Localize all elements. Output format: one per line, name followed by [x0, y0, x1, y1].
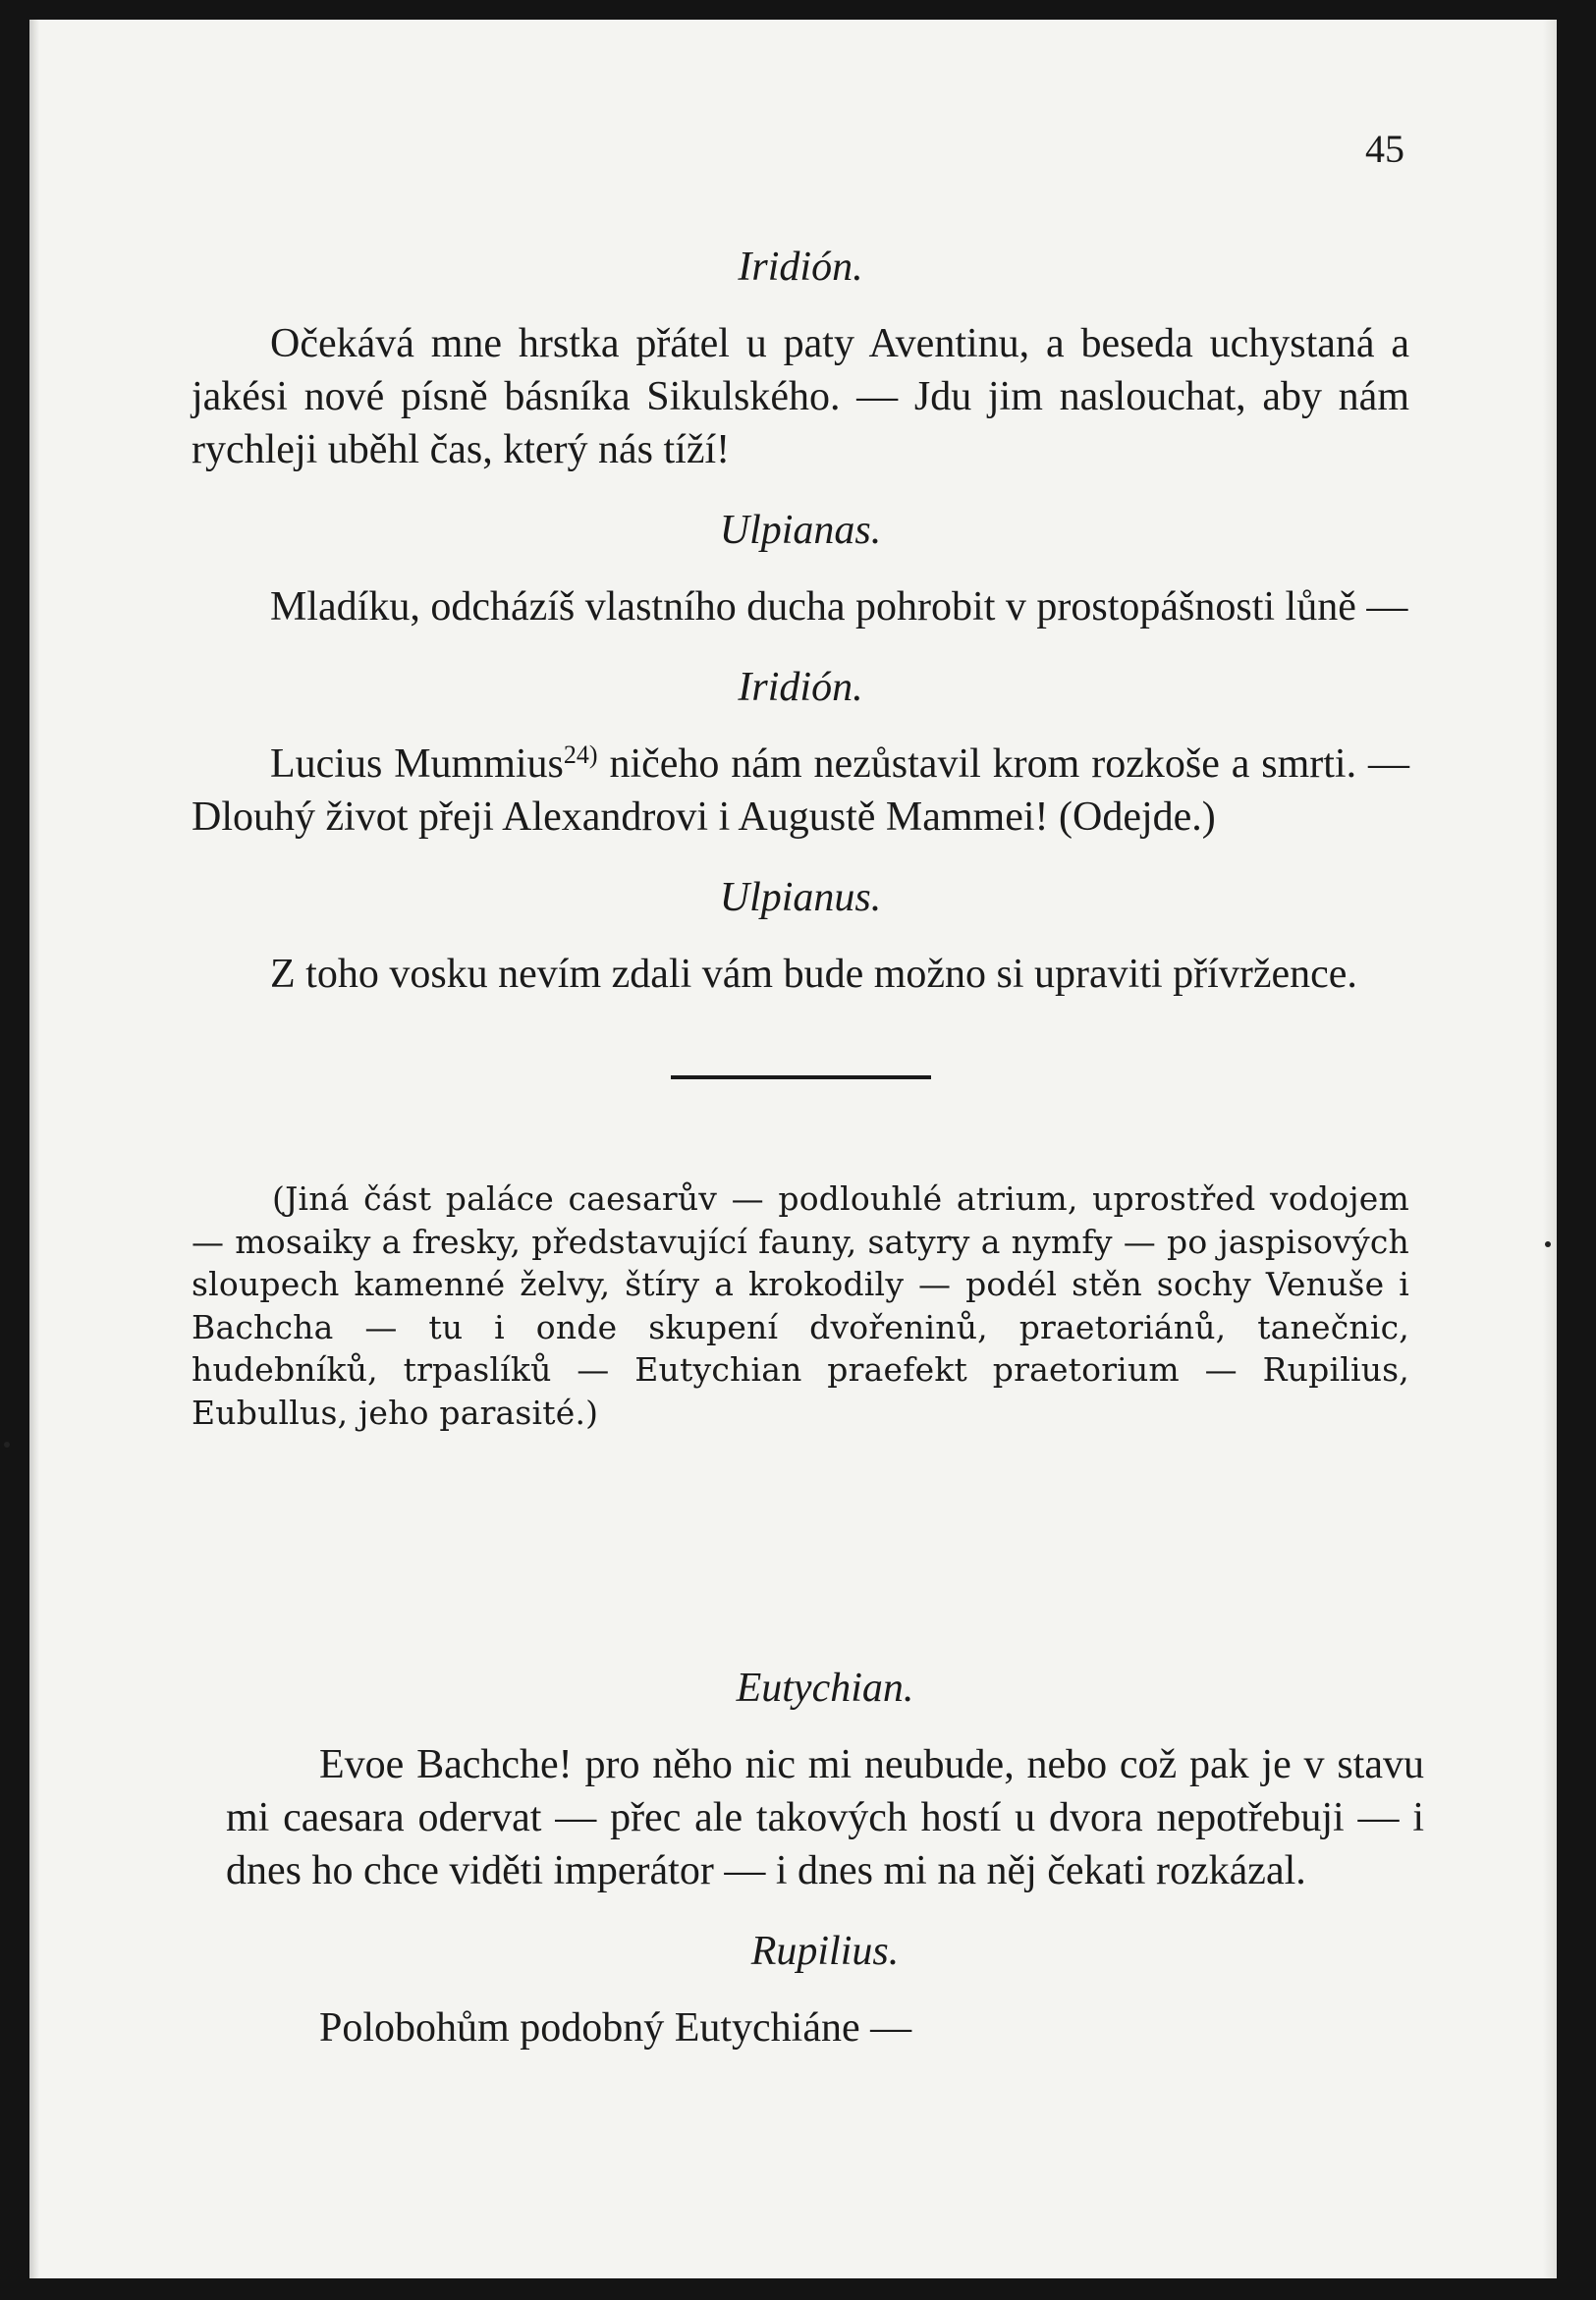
speech-text: ničeho nám nezůstavil krom rozkoše a smrti. — Dlouhý život přeji Alexandrovi i Augustě Mammei! (Odejde.) — [192, 741, 1409, 840]
dialogue-upper — [192, 241, 1409, 1434]
speaker-name: Rupilius. — [750, 1929, 900, 1974]
speaker-name: Iridión. — [738, 665, 863, 710]
speech-paragraph: Očekává mne hrstka přátel u paty Aventinu, a beseda uchystaná a jakési nové písně básníka Sikulského. — Jdu jim naslouchat, aby nám rychleji uběhl čas, který nás tíží! — [192, 321, 1409, 472]
stage-direction: (Jiná část paláce caesarův — podlouhlé atrium, uprostřed vodojem — mosaiky a fresky, představující fauny, satyry a nymfy — po jaspisových sloupech kamenné želvy, štíry a krokodily — podél stěn sochy Venuše i Bachcha — tu i onde skupení dvořeninů, praetoriánů, tanečnic, hudebníků, trpaslíků — Eutychian praefekt praetorium — Rupilius, Eubullus, jeho parasité.) — [192, 1179, 1409, 1432]
book-page — [29, 20, 1557, 2278]
page-gutter-shadow — [29, 20, 39, 2278]
speech-paragraph: Evoe Bachche! pro něho nic mi neubude, nebo což pak je v stavu mi caesara odervat — přec ale takových hostí u dvora nepotřebuji — i dnes ho chce viděti imperátor — i dnes mi na něj čekati rozkázal. — [226, 1742, 1424, 1893]
speech-paragraph: Polobohům podobný Eutychiáne — — [319, 2005, 912, 2051]
footnote-reference[interactable]: 24) — [563, 740, 598, 769]
speaker-name: Iridión. — [738, 245, 863, 290]
speaker-name: Eutychian. — [736, 1666, 914, 1711]
speech-paragraph: Mladíku, odcházíš vlastního ducha pohrobit v prostopášnosti lůně — — [270, 584, 1408, 630]
scan-speck — [1545, 1241, 1551, 1247]
page-right-edge — [1543, 20, 1557, 2278]
speaker-name: Ulpianus. — [719, 875, 882, 920]
scan-speck — [4, 1442, 10, 1448]
speaker-name: Ulpianas. — [719, 508, 882, 553]
dialogue-lower — [226, 1662, 1424, 2054]
speech-paragraph — [192, 738, 1409, 844]
speech-paragraph: Z toho vosku nevím zdali vám bude možno si upraviti přívržence. — [270, 952, 1357, 997]
speech-text: Lucius Mummius — [270, 741, 564, 787]
page-number: 45 — [1365, 127, 1404, 171]
section-divider — [671, 1075, 931, 1079]
